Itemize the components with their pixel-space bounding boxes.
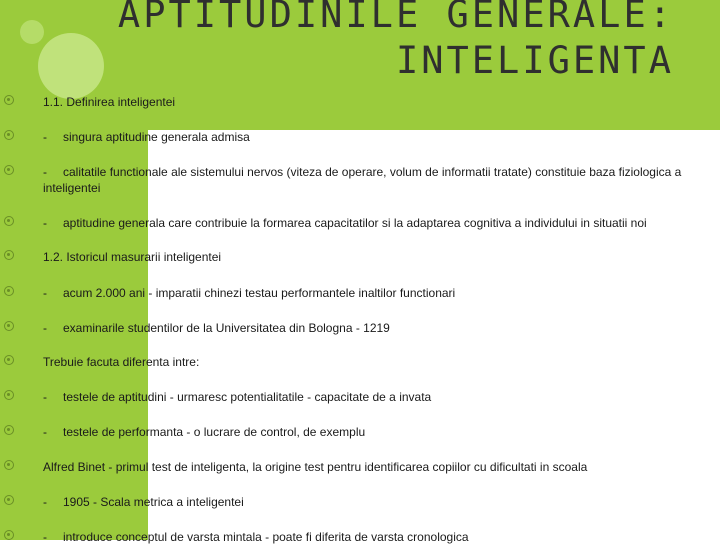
bullet-text: Trebuie facuta diferenta intre: xyxy=(43,355,200,369)
bullet-text: Alfred Binet - primul test de inteligenta, la origine test pentru identificarea copiilor cu dificultati in scoala xyxy=(43,460,588,474)
slide-title xyxy=(118,0,674,84)
bullet-icon xyxy=(4,321,14,331)
bullet-icon xyxy=(4,425,14,435)
bullet-text: acum 2.000 ani - imparatii chinezi testau performantele inaltilor functionari xyxy=(63,286,456,300)
bullet-dash: - xyxy=(43,165,47,179)
bullet-dash: - xyxy=(43,216,47,230)
bullet-text-continued: inteligentei xyxy=(43,181,101,195)
bullet-text: aptitudine generala care contribuie la formarea capacitatilor si la adaptarea cognitiva a individului in situatii noi xyxy=(63,216,647,230)
bullet-dash: - xyxy=(43,286,47,300)
bullet-text: singura aptitudine generala admisa xyxy=(63,130,250,144)
decorative-circle-large xyxy=(38,33,104,99)
slide-title-line1: APTITUDINILE GENERALE: xyxy=(117,0,674,36)
slide-title-line2: INTELIGENTA xyxy=(395,39,674,82)
bullet-text: testele de performanta - o lucrare de control, de exemplu xyxy=(63,425,366,439)
bullet-text: examinarile studentilor de la Universitatea din Bologna - 1219 xyxy=(63,321,390,335)
bullet-icon xyxy=(4,250,14,260)
decorative-circle-small xyxy=(20,20,44,44)
bullet-icon xyxy=(4,355,14,365)
bullet-icon xyxy=(4,460,14,470)
bullet-text: introduce conceptul de varsta mintala - poate fi diferita de varsta cronologica xyxy=(63,530,469,544)
bullet-icon xyxy=(4,495,14,505)
bullet-text: calitatile functionale ale sistemului nervos (viteza de operare, volum de informatii tratate) constituie baza fiziologica a xyxy=(63,165,682,179)
bullet-icon xyxy=(4,286,14,296)
bullet-dash: - xyxy=(43,425,47,439)
bullet-icon xyxy=(4,216,14,226)
bullet-text: 1.2. Istoricul masurarii inteligentei xyxy=(43,250,222,264)
bullet-dash: - xyxy=(43,530,47,544)
bullet-icon xyxy=(4,130,14,140)
bullet-icon xyxy=(4,530,14,540)
bullet-dash: - xyxy=(43,390,47,404)
bullet-dash: - xyxy=(43,130,47,144)
bullet-icon xyxy=(4,390,14,400)
bullet-text: 1.1. Definirea inteligentei xyxy=(43,95,176,109)
bullet-dash: - xyxy=(43,495,47,509)
bullet-dash: - xyxy=(43,321,47,335)
bullet-text: testele de aptitudini - urmaresc potentialitatile - capacitate de a invata xyxy=(63,390,432,404)
bullet-icon xyxy=(4,95,14,105)
bullet-text: 1905 - Scala metrica a inteligentei xyxy=(63,495,244,509)
bullet-icon xyxy=(4,165,14,175)
